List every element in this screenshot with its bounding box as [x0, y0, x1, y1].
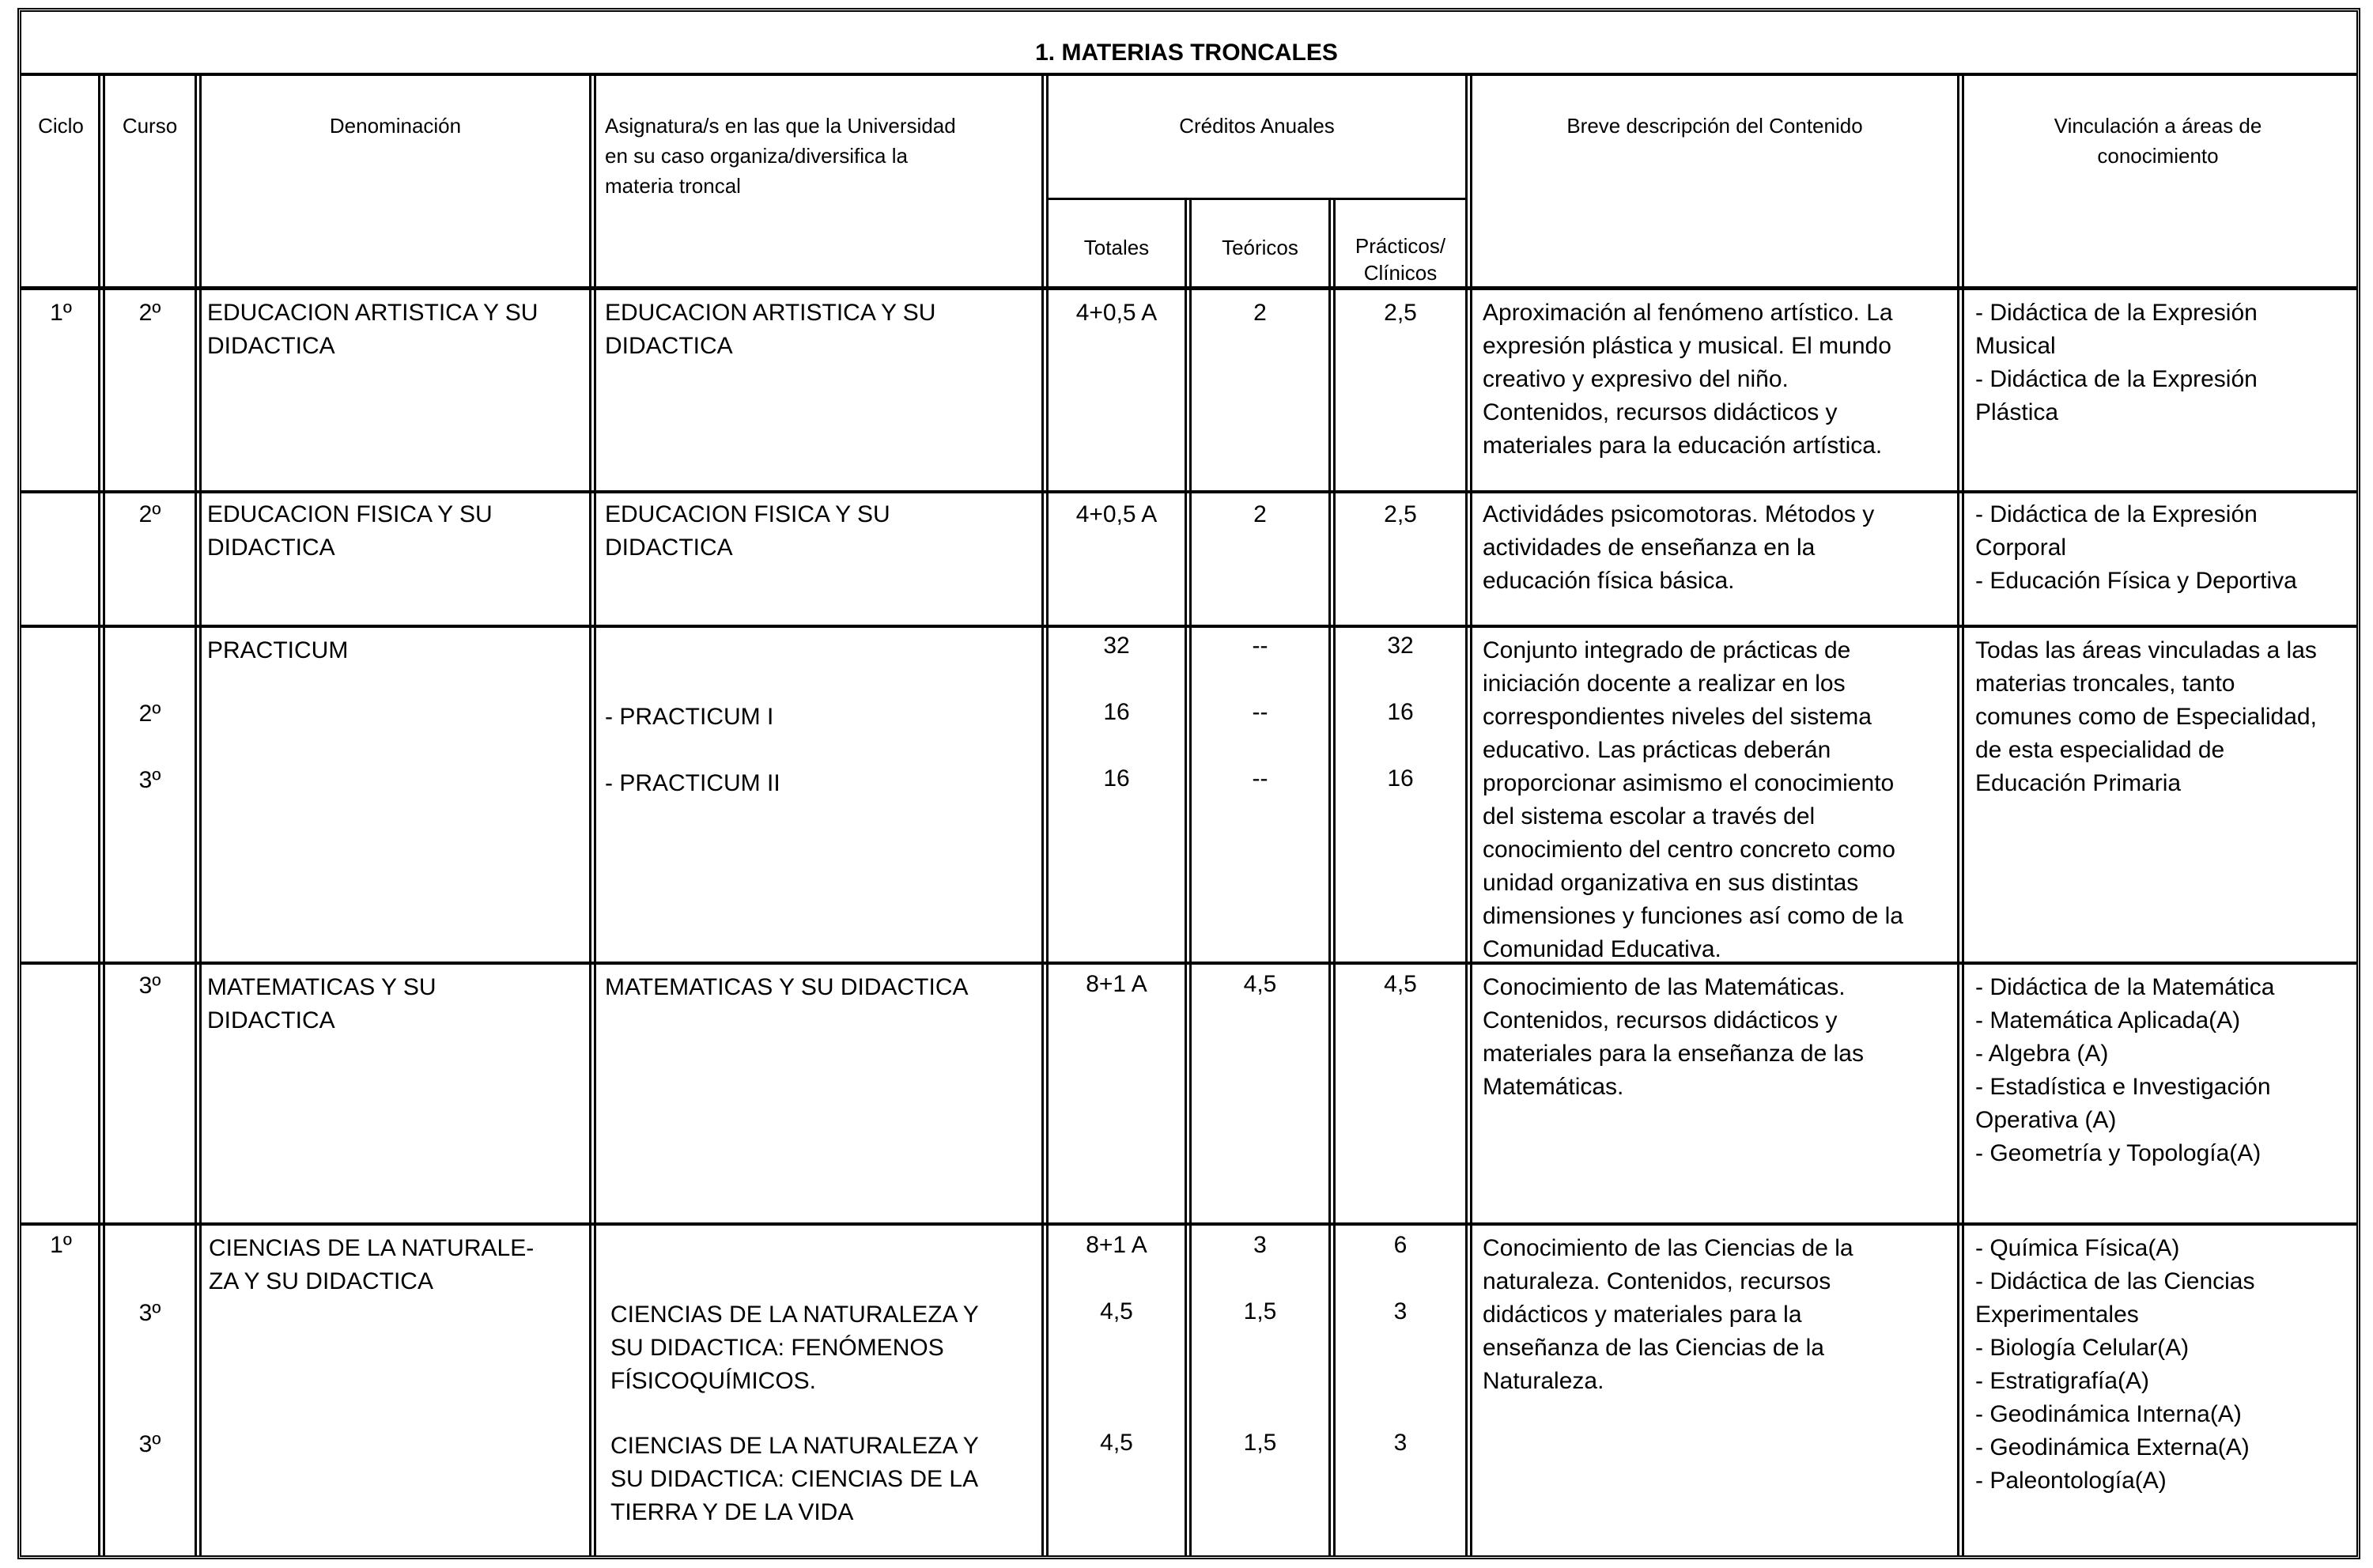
row-asignatura: MATEMATICAS Y SU DIDACTICA	[605, 974, 969, 1000]
row-asignatura: EDUCACION FISICA Y SU DIDACTICA	[605, 501, 890, 561]
row-practicos: 6	[1393, 1232, 1408, 1258]
grid-line	[1046, 198, 1468, 200]
row-curso: 3º	[138, 1300, 161, 1326]
row-denominacion: EDUCACION ARTISTICA Y SU DIDACTICA	[207, 300, 538, 359]
row-teoricos: 2	[1253, 501, 1267, 527]
grid-line	[1046, 73, 1049, 1555]
row-asignatura: CIENCIAS DE LA NATURALEZA Y SU DIDACTICA: FENÓMENOS FÍSICOQUÍMICOS.	[610, 1302, 979, 1394]
grid-line	[1185, 198, 1187, 1555]
row-totales: 16	[1103, 765, 1130, 792]
row-descripcion: Actividádes psicomotoras. Métodos y actividades de enseñanza en la educación física básica.	[1483, 501, 1875, 594]
row-vinculacion: - Didáctica de la Matemática - Matemática Aplicada(A) - Algebra (A) - Estadística e Investigación Operativa (A) - Geometría y Topología(A)	[1975, 974, 2275, 1166]
row-teoricos: 4,5	[1243, 971, 1277, 997]
grid-line	[1470, 73, 1472, 1555]
grid-line	[594, 73, 596, 1555]
grid-line	[98, 73, 100, 1555]
row-teoricos: 3	[1253, 1232, 1267, 1258]
row-practicos: 3	[1393, 1430, 1408, 1456]
row-curso: 3º	[138, 1431, 161, 1457]
document-title: 1. MATERIAS TRONCALES	[1035, 40, 1338, 66]
row-practicos: 3	[1393, 1298, 1408, 1324]
header-asignatura: Asignatura/s en las que la Universidad en su caso organiza/diversifica la materia troncal	[605, 114, 956, 198]
row-descripcion: Conocimiento de las Ciencias de la naturaleza. Contenidos, recursos didácticos y materiales para la enseñanza de las Ciencias de la Naturaleza.	[1483, 1235, 1853, 1394]
row-totales: 4,5	[1100, 1298, 1133, 1324]
row-denominacion: CIENCIAS DE LA NATURALE- ZA Y SU DIDACTICA	[209, 1235, 535, 1294]
row-asignatura: EDUCACION ARTISTICA Y SU DIDACTICA	[605, 300, 936, 359]
row-practicos: 16	[1387, 699, 1414, 725]
row-totales: 16	[1103, 699, 1130, 725]
header-totales: Totales	[1083, 236, 1150, 259]
row-totales: 4+0,5 A	[1075, 501, 1158, 527]
header-creditos: Créditos Anuales	[1179, 114, 1335, 138]
row-teoricos: --	[1252, 633, 1268, 659]
header-descripcion: Breve descripción del Contenido	[1566, 114, 1863, 138]
row-curso: 2º	[138, 501, 161, 527]
row-denominacion: PRACTICUM	[207, 637, 349, 663]
row-teoricos: --	[1252, 699, 1268, 725]
row-curso: 2º	[138, 300, 161, 326]
row-curso: 3º	[138, 973, 161, 999]
header-practicos: Prácticos/ Clínicos	[1355, 234, 1446, 285]
grid-line	[1957, 73, 1959, 1555]
row-descripcion: Conjunto integrado de prácticas de iniciación docente a realizar en los correspondientes niveles del sistema educativo. Las prácticas deberán proporcionar asimismo el conocimiento del sistema escolar a través del conocimiento del centro concreto como unidad organizativa en sus distintas dimensiones y funciones así como de la Comunidad Educativa.	[1483, 637, 1903, 962]
grid-line	[1333, 198, 1336, 1555]
row-vinculacion: Todas las áreas vinculadas a las materias troncales, tanto comunes como de Especialidad, de esta especialidad de Educación Primaria	[1975, 637, 2317, 796]
grid-line	[199, 73, 202, 1555]
row-teoricos: 2	[1253, 300, 1267, 326]
header-denominacion: Denominación	[329, 114, 462, 138]
row-totales: 8+1 A	[1086, 971, 1147, 997]
grid-line	[21, 73, 2356, 76]
row-practicos: 4,5	[1384, 971, 1417, 997]
header-teoricos: Teóricos	[1222, 236, 1298, 259]
row-practicos: 2,5	[1384, 300, 1417, 326]
row-curso: 3º	[138, 767, 161, 793]
grid-line	[1189, 198, 1192, 1555]
row-practicos: 16	[1387, 765, 1414, 792]
row-asignatura: - PRACTICUM I	[605, 704, 774, 730]
row-practicos: 2,5	[1384, 501, 1417, 527]
row-ciclo: 1º	[50, 1232, 72, 1258]
grid-line	[1328, 198, 1331, 1555]
row-totales: 32	[1103, 633, 1130, 659]
row-totales: 8+1 A	[1086, 1232, 1147, 1258]
row-teoricos: 1,5	[1243, 1298, 1277, 1324]
header-vinculacion: Vinculación a áreas de conocimiento	[2054, 114, 2262, 168]
row-vinculacion: - Química Física(A) - Didáctica de las Ciencias Experimentales - Biología Celular(A) - Estratigrafía(A) - Geodinámica Interna(A) - Geodinámica Externa(A) - Paleontología(A)	[1975, 1235, 2255, 1494]
grid-line	[195, 73, 197, 1555]
grid-line	[1465, 73, 1468, 1555]
header-ciclo: Ciclo	[38, 114, 84, 138]
grid-line	[103, 73, 105, 1555]
grid-line	[1041, 73, 1044, 1555]
row-vinculacion: - Didáctica de la Expresión Corporal - Educación Física y Deportiva	[1975, 501, 2297, 594]
header-curso: Curso	[122, 114, 178, 138]
row-teoricos: --	[1252, 765, 1268, 792]
grid-line	[1962, 73, 1964, 1555]
row-denominacion: EDUCACION FISICA Y SU DIDACTICA	[207, 501, 493, 561]
row-teoricos: 1,5	[1243, 1430, 1277, 1456]
row-totales: 4+0,5 A	[1075, 300, 1158, 326]
row-curso: 2º	[138, 701, 161, 727]
grid-line	[589, 73, 591, 1555]
row-vinculacion: - Didáctica de la Expresión Musical - Didáctica de la Expresión Plástica	[1975, 300, 2258, 425]
row-practicos: 32	[1387, 633, 1414, 659]
row-asignatura: - PRACTICUM II	[605, 770, 780, 796]
row-totales: 4,5	[1100, 1430, 1133, 1456]
row-asignatura: CIENCIAS DE LA NATURALEZA Y SU DIDACTICA: CIENCIAS DE LA TIERRA Y DE LA VIDA	[610, 1433, 979, 1525]
row-denominacion: MATEMATICAS Y SU DIDACTICA	[207, 974, 436, 1033]
row-ciclo: 1º	[50, 300, 72, 326]
row-descripcion: Conocimiento de las Matemáticas. Contenidos, recursos didácticos y materiales para la enseñanza de las Matemáticas.	[1483, 974, 1864, 1100]
row-descripcion: Aproximación al fenómeno artístico. La expresión plástica y musical. El mundo creativo y expresivo del niño. Contenidos, recursos didácticos y materiales para la educación artística.	[1483, 300, 1893, 459]
